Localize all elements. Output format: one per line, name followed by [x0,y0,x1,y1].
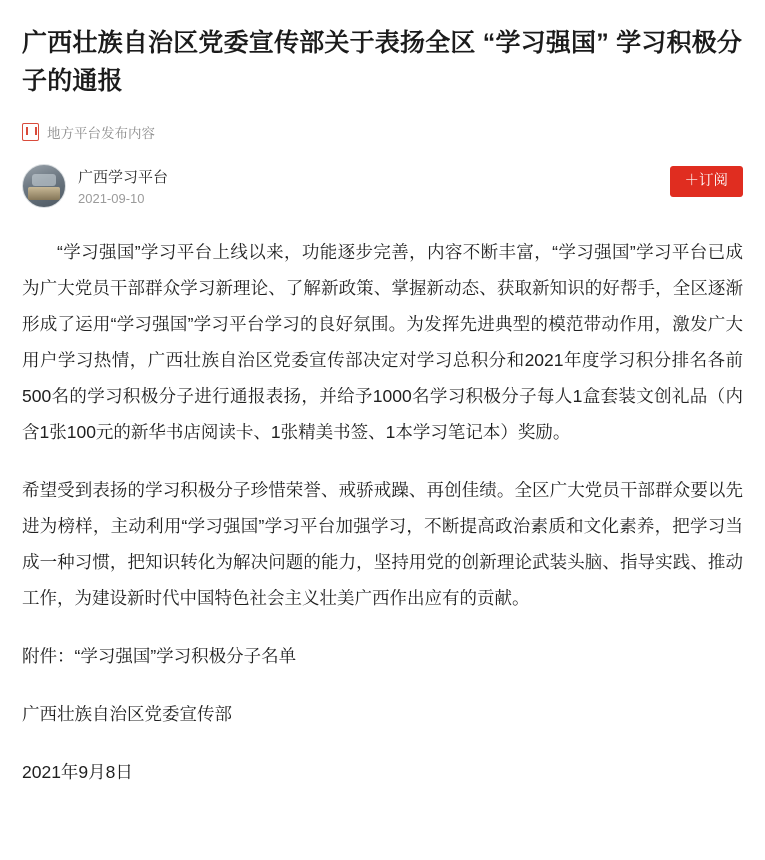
document-badge-icon [22,123,39,141]
source-row [22,122,743,142]
author-row [22,160,743,212]
subscribe-button[interactable]: ＋订阅 [670,166,744,197]
issuer-line: 广西壮族自治区党委宣传部 [22,704,232,724]
author-name[interactable]: 广西学习平台 [78,169,169,186]
issue-date-line: 2021年9月8日 [22,762,133,782]
article-page [0,24,765,816]
paragraph: 希望受到表扬的学习积极分子珍惜荣誉、戒骄戒躁、再创佳绩。全区广大党员干部群众要以先进为榜样，主动利用“学习强国”学习平台加强学习，不断提高政治素质和文化素养，把学习当成一种习惯，把知识转化为解决问题的能力，坚持用党的创新理论武装头脑、指导实践、推动工作，为建设新时代中国特色社会主义壮美广西作出应有的贡献。 [22,480,743,608]
page-title: 广西壮族自治区党委宣传部关于表扬全区 “学习强国” 学习积极分子的通报 [22,29,743,95]
source-label: 地方平台发布内容 [47,126,155,141]
avatar[interactable] [22,164,66,208]
attachment-line: 附件：“学习强国”学习积极分子名单 [22,646,297,666]
author-meta [78,166,168,206]
article-body [22,234,743,790]
bottom-spacer [22,790,743,816]
paragraph: “学习强国”学习平台上线以来，功能逐步完善，内容不断丰富，“学习强国”学习平台已成为广大党员干部群众学习新理论、了解新政策、掌握新动态、获取新知识的好帮手，全区逐渐形成了运用“学习强国”学习平台学习的良好氛围。为发挥先进典型的模范带动作用，激发广大用户学习热情，广西壮族自治区党委宣传部决定对学习总积分和2021年度学习积分排名各前500名的学习积极分子进行通报表扬，并给予1000名学习积极分子每人1盒套装文创礼品（内含1张100元的新华书店阅读卡、1张精美书签、1本学习笔记本）奖励。 [22,242,743,442]
publish-date: 2021-09-10 [78,191,145,206]
